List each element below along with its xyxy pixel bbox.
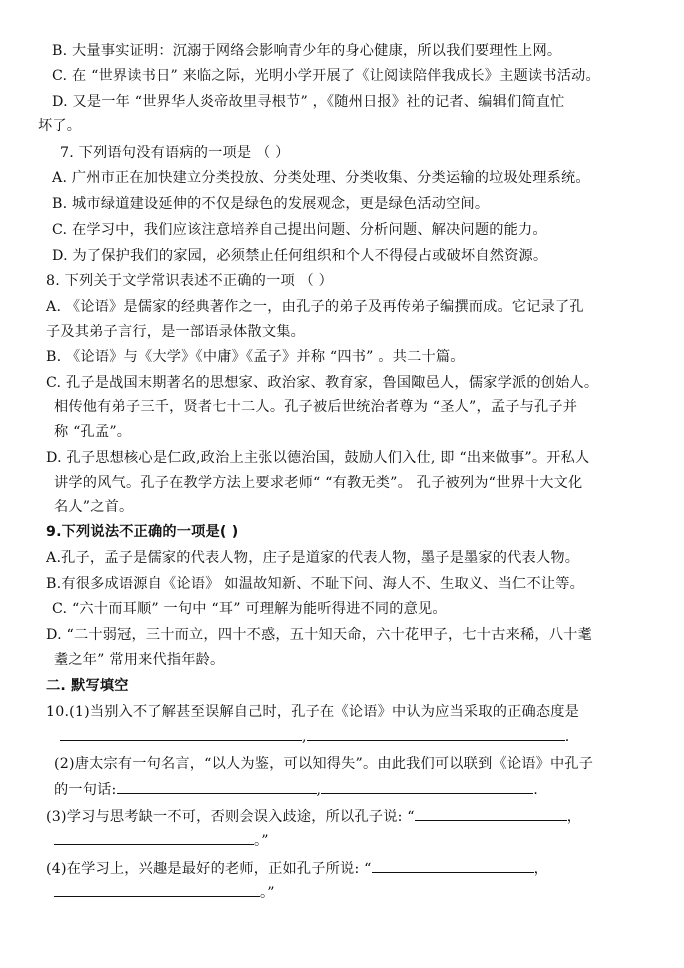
q8-option-d-line2: 讲学的风气。孔子在教学方法上要求老师“ “有教无类”。 孔子被列为“世界十大文化: [54, 475, 583, 491]
q8-option-c-line3: 称 “孔孟”。: [54, 424, 132, 440]
q10-part4-blank-1[interactable]: [372, 858, 534, 873]
q10-part1-prompt: 10.(1)当别入不了解甚至误解自己时，孔子在《论语》中认为应当采取的正确态度是: [46, 704, 580, 720]
q6-option-d-line1: D. 又是一年 “世界华人炎帝故里寻根节” ，《随州日报》社的记者、编辑们简直忙: [52, 94, 565, 110]
q8-stem: 8. 下列关于文学常识表述不正确的一项 （ ）: [46, 273, 334, 289]
q7-option-b: B. 城市绿道建设延伸的不仅是绿色的发展观念，更是绿色活动空间。: [52, 196, 490, 212]
q8-option-d-line3: 名人”之首。: [54, 499, 134, 515]
q10-part4-blank-2[interactable]: [54, 882, 260, 897]
q8-option-c-line2: 相传他有弟子三千，贤者七十二人。孔子被后世统治者尊为 “圣人”，孟子与孔子并: [54, 399, 578, 415]
q9-stem: 9.下列说法不正确的一项是( ): [46, 524, 239, 540]
q9-option-b: B.有很多成语源自《论语》 如温故知新、不耻下问、海人不、生取义、当仁不让等。: [46, 576, 584, 592]
q8-option-a-line1: A. 《论语》是儒家的经典著作之一，由孔子的弟子及再传弟子编撰而成。它记录了孔: [46, 299, 584, 315]
q10-part4-row2: [54, 882, 275, 903]
q10-part2-answer-row: [54, 779, 538, 800]
q10-part2-separator: ,: [316, 782, 322, 798]
q10-part3-blank-2[interactable]: [54, 830, 254, 845]
q9-option-d-line2: 耋之年” 常用来代指年龄。: [54, 652, 225, 668]
q6-option-c: C. 在 “世界读书日” 来临之际，光明小学开展了《让阅读陪伴我成长》主题读书活动。: [52, 68, 600, 84]
q10-part3-row2: [54, 830, 269, 851]
q9-option-a: A.孔子，孟子是儒家的代表人物，庄子是道家的代表人物，墨子是墨家的代表人物。: [46, 550, 580, 566]
q8-option-c-line1: C. 孔子是战国末期著名的思想家、政治家、教育家，鲁国陬邑人，儒家学派的创始人。: [46, 375, 599, 391]
q8-option-a-line2: 子及其弟子言行，是一部语录体散文集。: [46, 324, 305, 340]
q10-part4-separator: ，: [533, 861, 548, 877]
q8-option-b: B. 《论语》与《大学》《中庸》《孟子》并称 “四书” 。共二十篇。: [46, 349, 465, 365]
q10-part4-row1: [46, 858, 548, 879]
q8-option-d-line1: D. 孔子思想核心是仁政,政治上主张以德治国，鼓励人们入仕, 即 “出来做事”。开私人: [46, 450, 590, 466]
q10-part2-prompt-line1: (2)唐太宗有一句名言，“以人为鉴，可以知得失”。由此我们可以联到《论语》中孔子: [54, 756, 594, 772]
q7-option-c: C. 在学习中，我们应该注意培养自己提出问题、分析问题、解决问题的能力。: [52, 222, 547, 238]
q9-option-c: C. “六十而耳顺” 一句中 “耳” 可理解为能听得进不同的意见。: [52, 601, 447, 617]
q10-part4-end: 。”: [260, 885, 275, 901]
q10-part1-blank-1[interactable]: [60, 726, 302, 741]
q7-option-d: D. 为了保护我们的家园，必须禁止任何组织和个人不得侵占或破坏自然资源。: [52, 248, 548, 264]
q10-part3-blank-1[interactable]: [415, 806, 567, 821]
q7-stem: 7. 下列语句没有语病的一项是 （ ）: [60, 145, 290, 161]
q10-part1-separator: ,: [302, 729, 307, 745]
q10-part3-prompt: (3)学习与思考缺一不可，否则会误入歧途，所以孔子说: “: [46, 809, 415, 825]
q10-part1-blank-2[interactable]: [307, 726, 565, 741]
section-title: 二. 默写填空: [46, 678, 129, 694]
q6-option-d-line2: 坏了。: [38, 118, 82, 134]
q10-part3-separator: ，: [566, 809, 582, 825]
q10-part1-end: .: [564, 729, 570, 745]
q10-part2-blank-1[interactable]: [117, 779, 317, 794]
q10-part2-prompt-line2: 的一句话:: [54, 782, 117, 798]
q10-part2-blank-2[interactable]: [321, 779, 533, 794]
q6-option-b: B. 大量事实证明：沉溺于网络会影响青少年的身心健康，所以我们要理性上网。: [52, 43, 562, 59]
q10-part3-row1: [46, 806, 581, 827]
q9-option-d-line1: D. “二十弱冠，三十而立，四十不惑，五十知天命，六十花甲子，七十古来稀，八十耄: [46, 627, 592, 643]
q10-part3-end: 。”: [254, 833, 269, 849]
q10-part2-end: .: [533, 782, 538, 798]
q10-part4-prompt: (4)在学习上，兴趣是最好的老师，正如孔子所说: “: [46, 861, 372, 877]
q7-option-a: A. 广州市正在加快建立分类投放、分类处理、分类收集、分类运输的垃圾处理系统。: [52, 170, 590, 186]
q10-part1-answer-row: [60, 726, 569, 747]
